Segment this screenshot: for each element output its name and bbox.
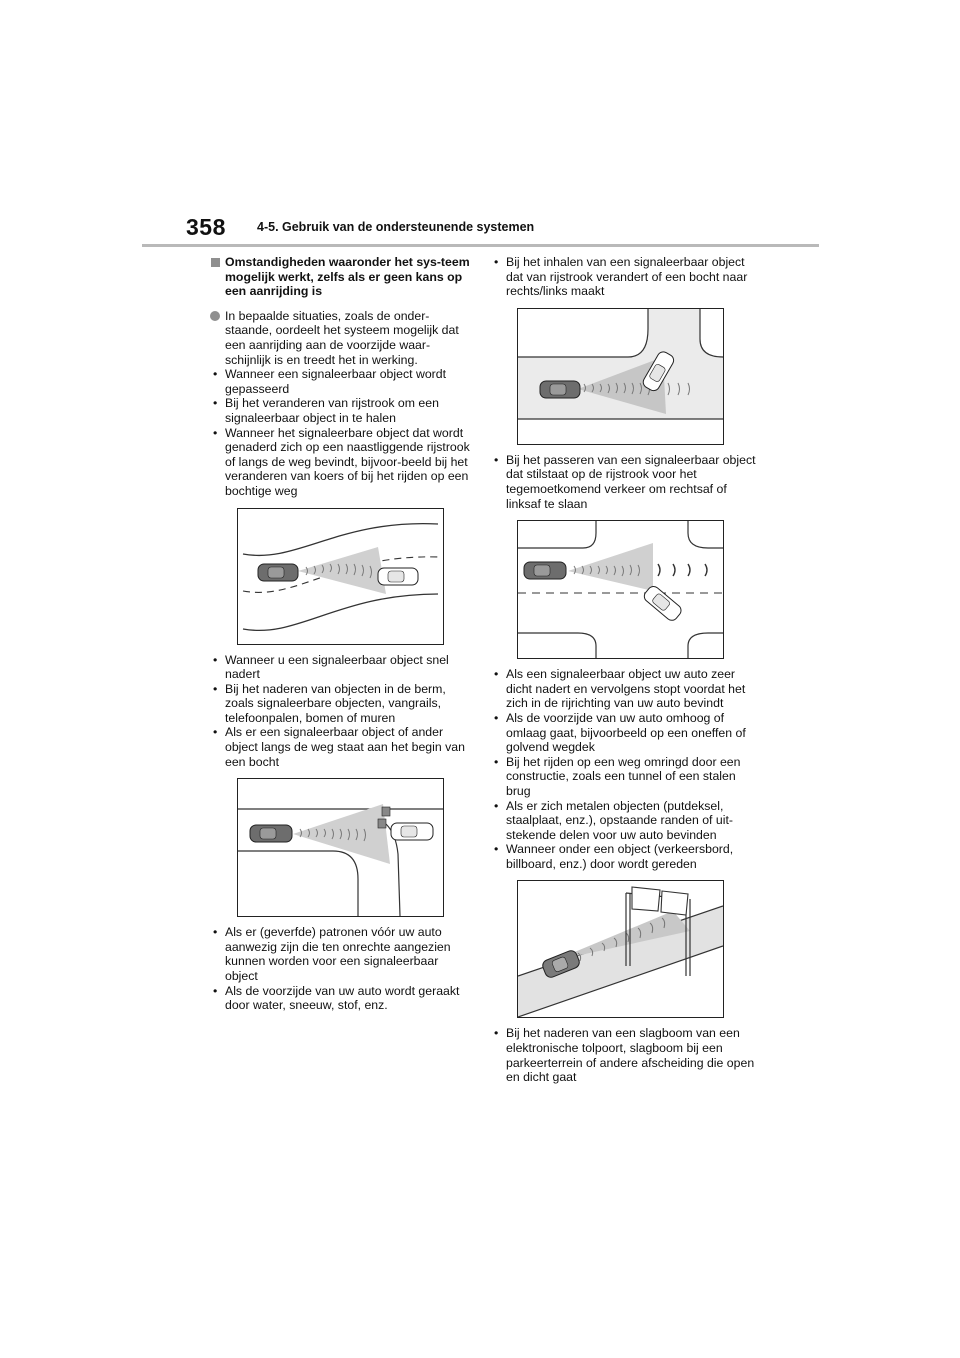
- section-heading: [210, 255, 472, 299]
- bullet-list: [210, 653, 472, 770]
- illustration-object-at-curve: [237, 778, 444, 917]
- list-item: • Bij het inhalen van een signaleerbaar object dat van rijstrook verandert of een bocht naar rechts/links maakt: [491, 255, 763, 299]
- list-item: • Bij het naderen van een slagboom van een elektronische tolpoort, slagboom bij een parkeerterrein of andere afscheiding die open en dicht gaat: [491, 1026, 763, 1084]
- list-item: • Als een signaleerbaar object uw auto zeer dicht nadert en vervolgens stopt voordat het zich in de rijrichting van uw auto bevindt: [491, 667, 763, 711]
- list-item: • Wanneer onder een object (verkeersbord, billboard, enz.) door wordt gereden: [491, 842, 763, 871]
- intro-paragraph: [210, 309, 472, 367]
- list-item: • Als er (geverfde) patronen vóór uw auto aanwezig zijn die ten onrechte aangezien kunnen worden voor een signaleerbaar object: [210, 925, 472, 983]
- bullet-list: [210, 925, 472, 1013]
- list-item: • Als de voorzijde van uw auto omhoog of omlaag gaat, bijvoorbeeld op een oneffen of golvend wegdek: [491, 711, 763, 755]
- list-item: • Als er een signaleerbaar object of ander object langs de weg staat aan het begin van een bocht: [210, 725, 472, 769]
- square-bullet-icon: [211, 258, 220, 267]
- section-title: 4-5. Gebruik van de ondersteunende systemen: [257, 220, 535, 234]
- list-item: • Wanneer een signaleerbaar object wordt gepasseerd: [210, 367, 472, 396]
- illustration-oncoming-turn: [517, 520, 724, 659]
- bullet-list: [491, 667, 763, 871]
- list-item: • Wanneer het signaleerbare object dat wordt genaderd zich op een naastliggende rijstrook of langs de weg bevindt, bijvoor-beeld bij het veranderen van koers of bij het rijden op een bochtige weg: [210, 426, 472, 499]
- bullet-list: [491, 453, 763, 511]
- bullet-list: [210, 367, 472, 498]
- illustration-turning-vehicle: [517, 308, 724, 445]
- intro-text: In bepaalde situaties, zoals de onder-staande, oordeelt het systeem mogelijk dat een aanrijding aan de voorzijde waar-schijnlijk is en treedt het in werking.: [225, 308, 459, 367]
- list-item: • Bij het veranderen van rijstrook om een signaleerbaar object in te halen: [210, 396, 472, 425]
- list-item: • Als de voorzijde van uw auto wordt geraakt door water, sneeuw, stof, enz.: [210, 984, 472, 1013]
- list-item: • Bij het rijden op een weg omringd door een constructie, zoals een tunnel of een stalen brug: [491, 755, 763, 799]
- section-heading-text: Omstandigheden waaronder het sys-teem mogelijk werkt, zelfs als er geen kans op een aanrijding is: [225, 255, 470, 299]
- bullet-list: [491, 255, 763, 299]
- page-number: 358: [186, 214, 226, 240]
- left-column: [210, 255, 472, 1013]
- right-column: [491, 255, 763, 1085]
- bullet-list: [491, 1026, 763, 1084]
- illustration-overhead-sign: [517, 880, 724, 1018]
- circle-bullet-icon: [210, 311, 220, 321]
- list-item: • Bij het naderen van objecten in de berm, zoals signaleerbare objecten, vangrails, telefoonpalen, bomen of muren: [210, 682, 472, 726]
- illustration-curved-road: [237, 508, 444, 645]
- list-item: • Bij het passeren van een signaleerbaar object dat stilstaat op de rijstrook voor het tegemoetkomend verkeer om rechtsaf of linksaf te slaan: [491, 453, 763, 511]
- header-rule: [142, 244, 819, 247]
- list-item: • Wanneer u een signaleerbaar object snel nadert: [210, 653, 472, 682]
- list-item: • Als er zich metalen objecten (putdeksel, staalplaat, enz.), opstaande randen of uit-stekende delen voor uw auto bevinden: [491, 799, 763, 843]
